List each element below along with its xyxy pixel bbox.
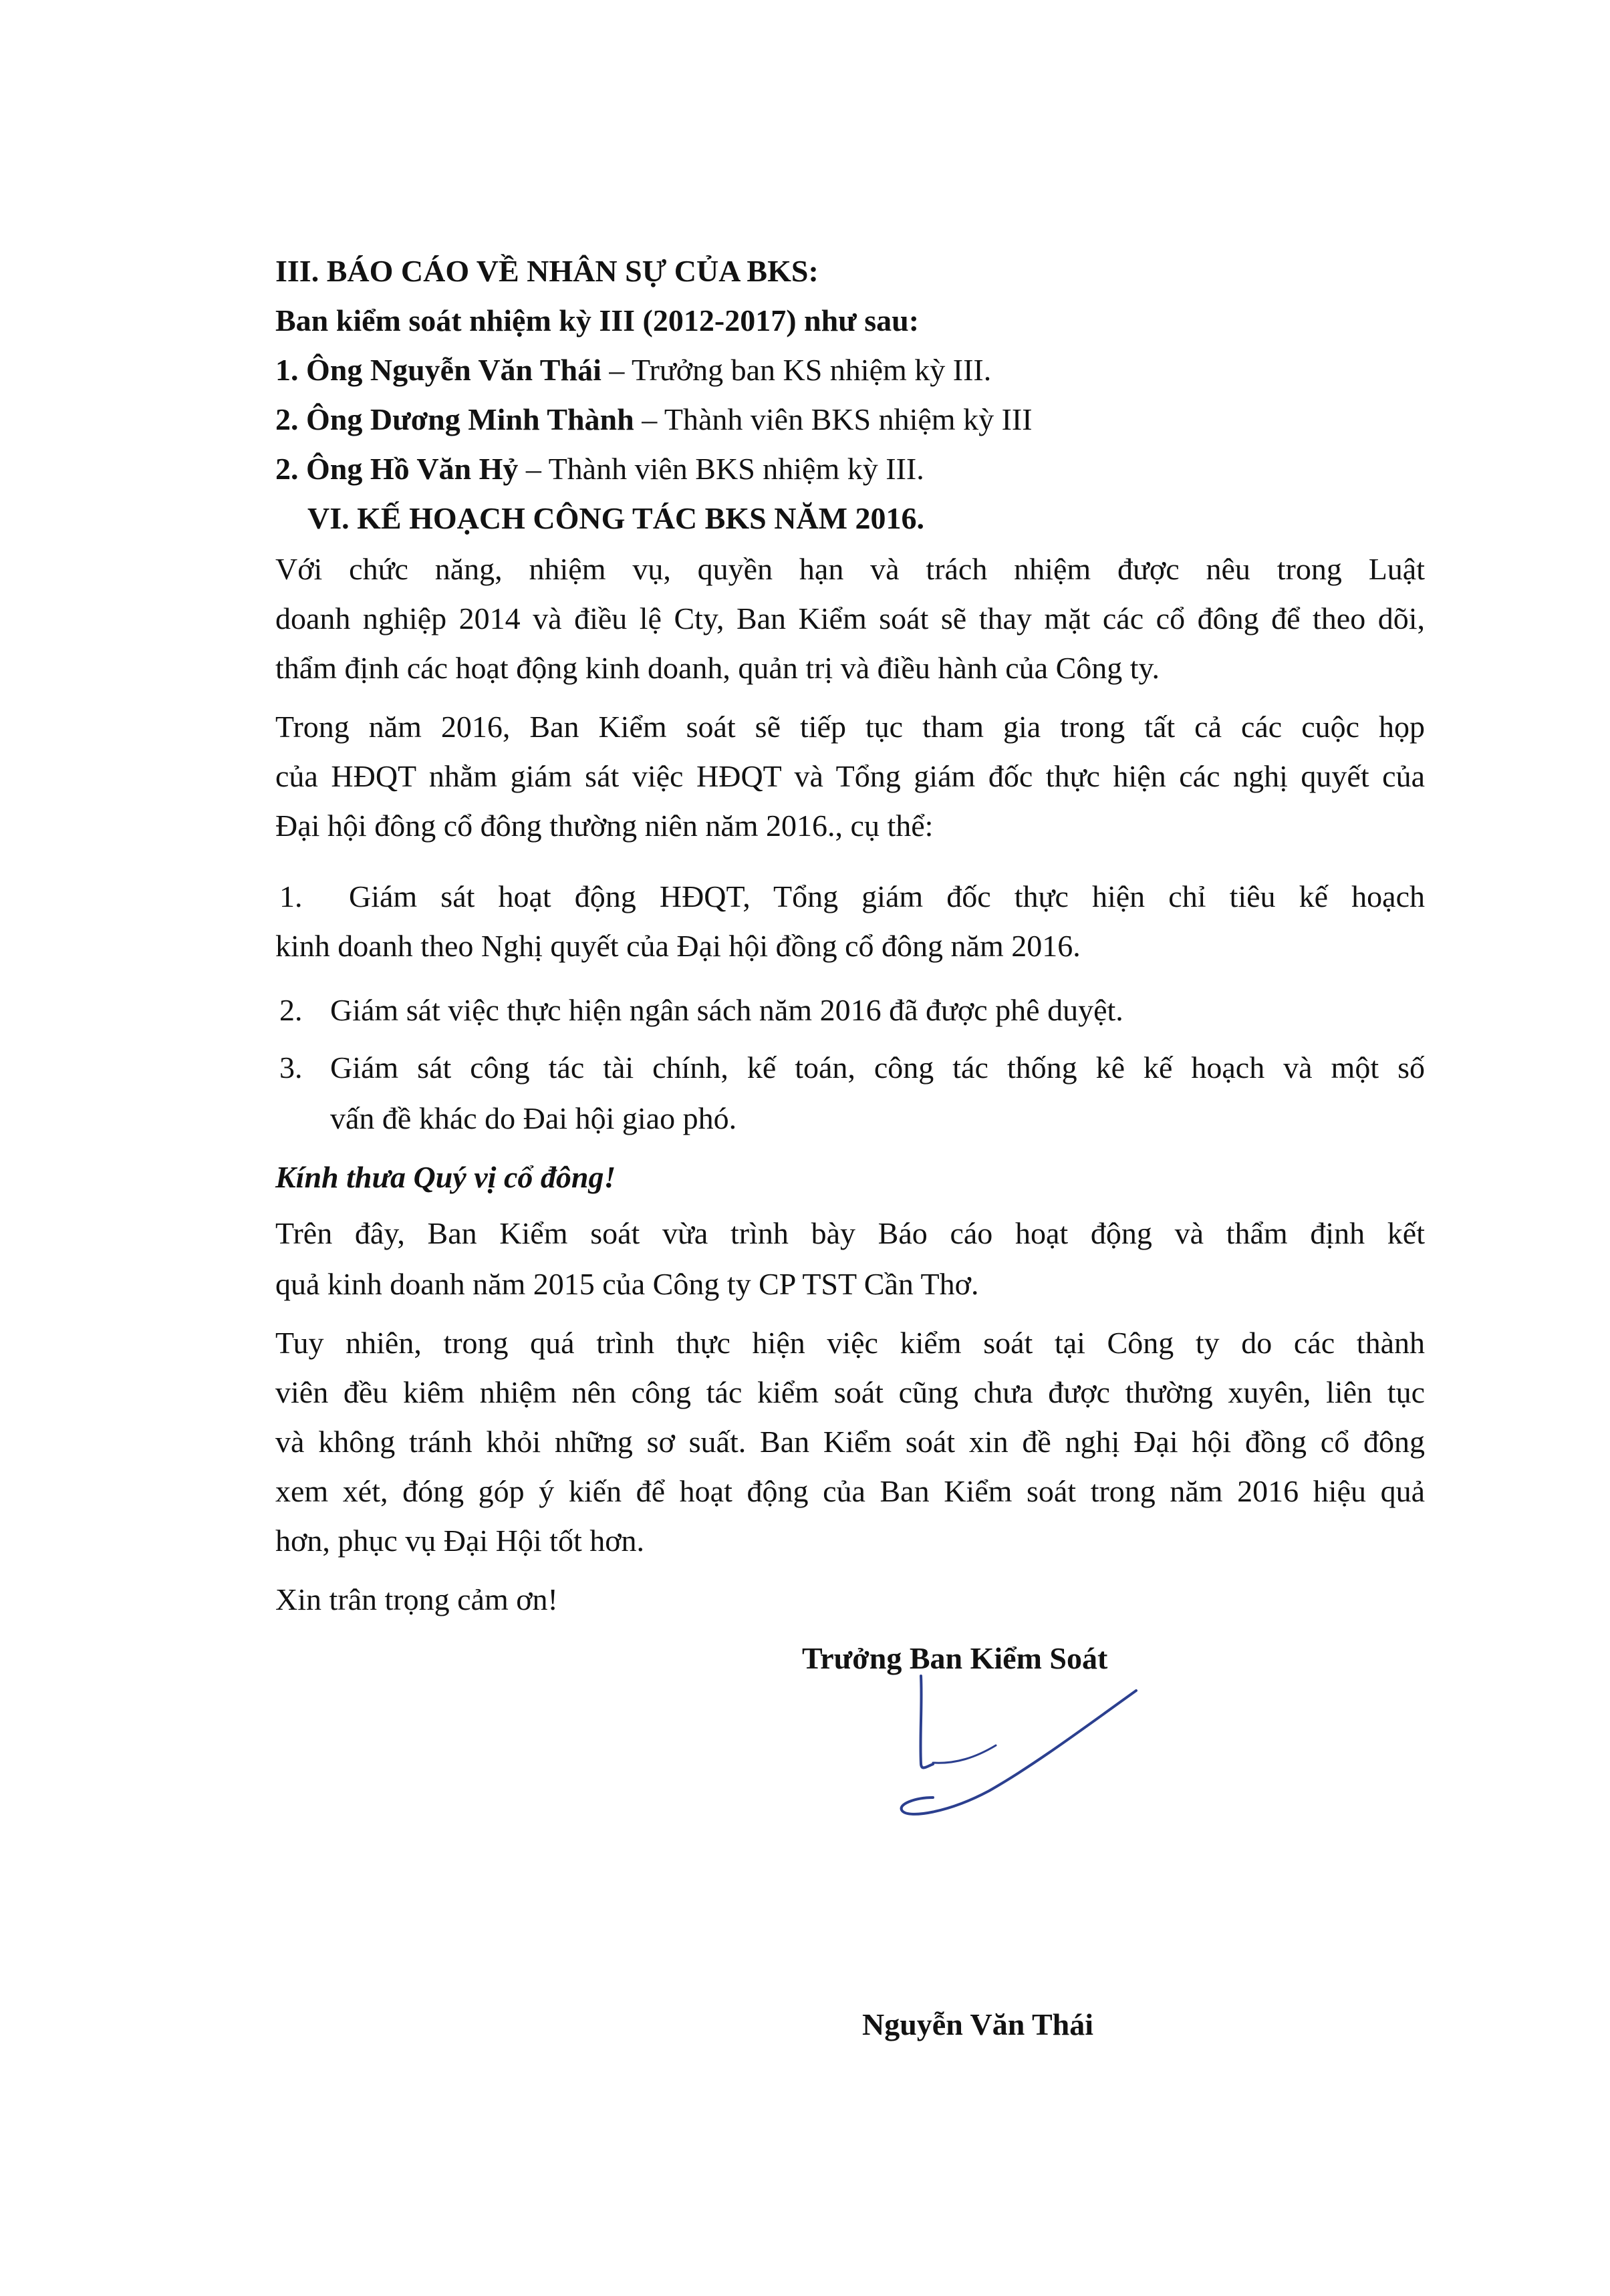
- list-item-number: 3.: [279, 1050, 303, 1085]
- member-name: 2. Ông Hồ Văn Hỷ: [275, 452, 519, 486]
- list-item-line: Giám sát hoạt động HĐQT, Tổng giám đốc thực hiện chỉ tiêu kế hoạch: [349, 879, 1425, 913]
- list-item-number: 2.: [279, 993, 303, 1027]
- member-name: 2. Ông Dương Minh Thành: [275, 402, 634, 436]
- paragraph-line: Trong năm 2016, Ban Kiểm soát sẽ tiếp tục tham gia trong tất cả các cuộc họp: [275, 710, 1425, 744]
- signature-stroke: [920, 1676, 933, 1767]
- section-heading: VI. KẾ HOẠCH CÔNG TÁC BKS NĂM 2016.: [307, 501, 925, 535]
- paragraph-line: của HĐQT nhằm giám sát việc HĐQT và Tổng giám đốc thực hiện các nghị quyết của: [275, 759, 1425, 793]
- signature-stroke: [902, 1691, 1136, 1814]
- paragraph-line: và không tránh khỏi những sơ suất. Ban Kiểm soát xin đề nghị Đại hội đồng cổ đông: [275, 1425, 1425, 1459]
- thanks-line: Xin trân trọng cảm ơn!: [275, 1582, 558, 1616]
- list-item-number: 1.: [279, 879, 303, 913]
- list-item-line: Giám sát công tác tài chính, kế toán, công tác thống kê kế hoạch và một số: [330, 1050, 1425, 1085]
- paragraph-text: Với chức năng, nhiệm vụ, quyền hạn và trách nhiệm được nêu trong Luật: [275, 552, 1425, 586]
- handwritten-signature: [869, 1664, 1150, 1838]
- member-role: – Thành viên BKS nhiệm kỳ III: [634, 402, 1033, 436]
- paragraph-line: xem xét, đóng góp ý kiến để hoạt động của Ban Kiểm soát trong năm 2016 hiệu quả: [275, 1474, 1425, 1508]
- paragraph-line: hơn, phục vụ Đại Hội tốt hơn.: [275, 1524, 645, 1558]
- list-item-line: Giám sát việc thực hiện ngân sách năm 2016 đã được phê duyệt.: [330, 993, 1123, 1027]
- member-role: – Trưởng ban KS nhiệm kỳ III.: [601, 353, 992, 387]
- paragraph-line: thẩm định các hoạt động kinh doanh, quản trị và điều hành của Công ty.: [275, 651, 1160, 685]
- paragraph-line: viên đều kiêm nhiệm nên công tác kiểm soát cũng chưa được thường xuyên, liên tục: [275, 1375, 1425, 1409]
- section-heading: III. BÁO CÁO VỀ NHÂN SỰ CỦA BKS:: [275, 254, 819, 288]
- paragraph-line: quả kinh doanh năm 2015 của Công ty CP TST Cần Thơ.: [275, 1267, 979, 1301]
- greeting: Kính thưa Quý vị cổ đông!: [275, 1160, 616, 1194]
- member-line: [275, 350, 991, 390]
- signature-name: Nguyễn Văn Thái: [862, 2007, 1093, 2041]
- signature-stroke: [933, 1745, 996, 1763]
- paragraph-line: Đại hội đông cổ đông thường niên năm 2016., cụ thể:: [275, 809, 934, 843]
- paragraph-line: Trên đây, Ban Kiểm soát vừa trình bày Báo cáo hoạt động và thẩm định kết: [275, 1216, 1425, 1250]
- member-role: – Thành viên BKS nhiệm kỳ III.: [518, 452, 924, 486]
- section-subheading: Ban kiểm soát nhiệm kỳ III (2012-2017) như sau:: [275, 303, 920, 337]
- paragraph-line: [275, 549, 1425, 589]
- list-item-line: vấn đề khác do Đai hội giao phó.: [330, 1101, 737, 1135]
- list-item-line: kinh doanh theo Nghị quyết của Đại hội đồng cổ đông năm 2016.: [275, 929, 1081, 963]
- signature-title: Trưởng Ban Kiểm Soát: [802, 1641, 1108, 1675]
- member-line: [275, 400, 1033, 440]
- member-line: [275, 449, 924, 489]
- member-name: 1. Ông Nguyễn Văn Thái: [275, 353, 601, 387]
- paragraph-line: doanh nghiệp 2014 và điều lệ Cty, Ban Kiểm soát sẽ thay mặt các cổ đông để theo dõi,: [275, 601, 1425, 635]
- paragraph-line: Tuy nhiên, trong quá trình thực hiện việc kiểm soát tại Công ty do các thành: [275, 1326, 1425, 1360]
